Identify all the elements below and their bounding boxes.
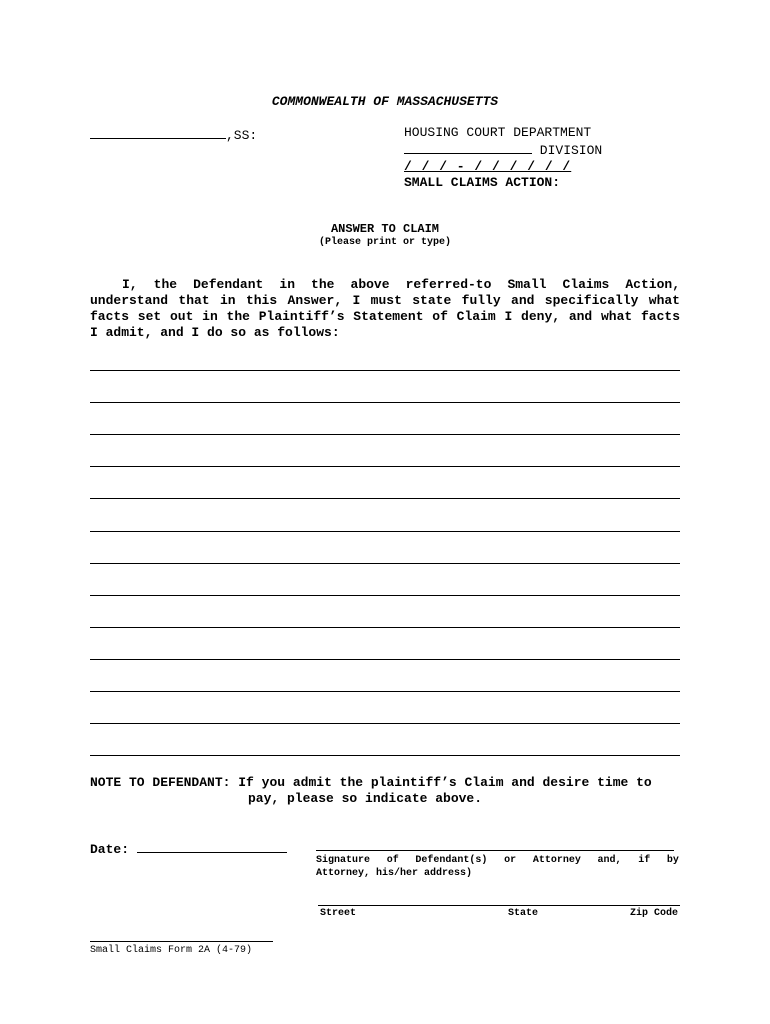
note-text-line1: If you admit the plaintiff’s Claim and desire time to [238, 775, 652, 790]
county-blank[interactable] [90, 126, 226, 139]
note-text-line2: pay, please so indicate above. [248, 791, 483, 806]
signature-caption-word: of [386, 855, 399, 866]
signature-caption-word: and, [597, 855, 622, 866]
answer-line[interactable] [90, 691, 680, 692]
signature-caption [316, 854, 679, 880]
form-id: Small Claims Form 2A (4-79) [90, 945, 253, 956]
docket-number-field[interactable]: / / / - / / / / / / [404, 159, 572, 174]
answer-line[interactable] [90, 402, 680, 403]
answer-line[interactable] [90, 563, 680, 564]
signature-caption-line2: Attorney, his/her address) [316, 868, 473, 879]
form-heading: ANSWER TO CLAIM [330, 222, 440, 236]
signature-caption-word: Attorney [532, 855, 581, 866]
signature-caption-word: Signature [316, 855, 371, 866]
address-line[interactable] [318, 905, 680, 906]
zip-label: Zip Code [629, 908, 678, 919]
division-blank[interactable] [404, 141, 532, 154]
date-blank[interactable] [137, 840, 287, 853]
signature-caption-word: by [666, 855, 679, 866]
answer-line[interactable] [90, 627, 680, 628]
state-label: State [507, 908, 538, 919]
division-line [404, 141, 602, 159]
answer-line[interactable] [90, 531, 680, 532]
page-title: COMMONWEALTH OF MASSACHUSETTS [271, 94, 499, 109]
signature-caption-line1 [316, 854, 679, 867]
answer-line[interactable] [90, 755, 680, 756]
signature-caption-word: or [504, 855, 517, 866]
court-block [404, 125, 602, 191]
answer-line[interactable] [90, 659, 680, 660]
footer-divider [90, 941, 273, 942]
defendant-statement [90, 277, 680, 341]
court-department: HOUSING COURT DEPARTMENT [404, 125, 592, 140]
answer-line[interactable] [90, 498, 680, 499]
date-field [90, 840, 287, 857]
address-labels [320, 908, 678, 919]
answer-line[interactable] [90, 370, 680, 371]
answer-line[interactable] [90, 466, 680, 467]
signature-caption-word: if [638, 855, 651, 866]
signature-line[interactable] [316, 850, 674, 851]
county-suffix: ,SS: [226, 128, 258, 143]
date-label: Date: [90, 842, 130, 857]
note-label: NOTE TO DEFENDANT: [90, 775, 231, 790]
action-type: SMALL CLAIMS ACTION: [404, 175, 561, 190]
answer-line[interactable] [90, 434, 680, 435]
county-field [90, 126, 257, 143]
answer-line[interactable] [90, 595, 680, 596]
signature-caption-word: Defendant(s) [415, 855, 488, 866]
street-label: Street [320, 908, 357, 919]
answer-line[interactable] [90, 723, 680, 724]
statement-text: I, the Defendant in the above referred-to Small Claims Action, understand that in this Answer, I must state fully and specifically what facts set out in the Plaintiff’s Statement of Claim I deny, and what facts I admit, and I do so as follows: [90, 277, 680, 340]
form-subheading: (Please print or type) [318, 237, 452, 248]
division-label: DIVISION [532, 143, 603, 158]
note-to-defendant [90, 775, 652, 807]
